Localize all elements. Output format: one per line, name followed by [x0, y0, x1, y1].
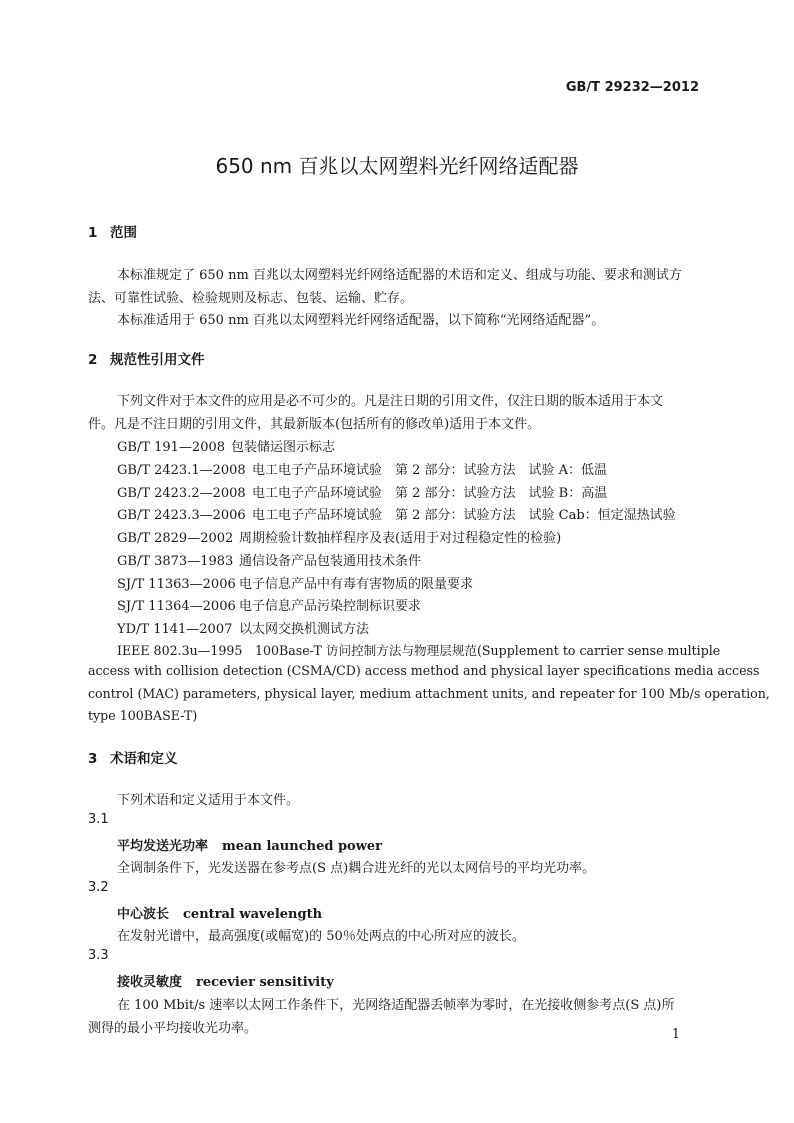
reference-code: SJ/T 11363—2006	[117, 577, 236, 592]
subsection-number: 3.2	[88, 880, 109, 895]
reference-title: 电工电子产品环境试验 第 2 部分：试验方法 试验 A：低温	[252, 463, 608, 478]
section-2-heading	[88, 348, 205, 368]
section-1-heading	[88, 221, 137, 241]
term-entry	[117, 835, 382, 854]
section-number: 1	[88, 225, 98, 241]
term-english: mean launched power	[222, 839, 383, 854]
reference-code: YD/T 1141—2007	[117, 622, 233, 637]
reference-item	[117, 527, 561, 546]
reference-title: 以太网交换机测试方法	[239, 622, 370, 637]
term-entry	[117, 971, 334, 990]
reference-title: 包装储运图示标志	[231, 440, 336, 455]
reference-code: GB/T 2423.1—2008	[117, 463, 246, 478]
document-title: 650 nm 百兆以太网塑料光纤网络适配器	[215, 154, 579, 178]
term-english: central wavelength	[183, 907, 323, 922]
reference-item	[117, 504, 676, 523]
term-definition: 在 100 Mbit/s 速率以太网工作条件下，光网络适配器丢帧率为零时，在光接收侧参考点(S 点)所	[117, 998, 675, 1013]
reference-code: GB/T 2423.2—2008	[117, 486, 246, 501]
subsection-number: 3.3	[88, 948, 109, 963]
paragraph: 本标准适用于 650 nm 百兆以太网塑料光纤网络适配器，以下简称“光网络适配器”。	[117, 313, 605, 328]
reference-item	[117, 436, 335, 455]
ieee-reference-line: control (MAC) parameters, physical layer, medium attachment units, and repeater for 100 Mb/s operation,	[88, 686, 770, 701]
reference-item	[117, 618, 369, 637]
reference-title: 电工电子产品环境试验 第 2 部分：试验方法 试验 B：高温	[252, 486, 608, 501]
paragraph: 本标准规定了 650 nm 百兆以太网塑料光纤网络适配器的术语和定义、组成与功能、要求和测试方	[117, 268, 682, 283]
paragraph: 下列文件对于本文件的应用是必不可少的。凡是注日期的引用文件，仅注日期的版本适用于本文	[117, 394, 664, 409]
reference-title: 电工电子产品环境试验 第 2 部分：试验方法 试验 Cab：恒定湿热试验	[252, 508, 676, 523]
section-title: 范围	[110, 225, 137, 241]
ieee-reference-line: type 100BASE-T)	[88, 708, 198, 723]
ieee-reference-line: IEEE 802.3u—1995 100Base-T 访问控制方法与物理层规范(Supplement to carrier sense multiple	[117, 643, 721, 658]
term-entry	[117, 903, 322, 922]
reference-code: GB/T 191—2008	[117, 440, 226, 455]
section-number: 3	[88, 751, 98, 767]
term-definition: 测得的最小平均接收光功率。	[88, 1021, 258, 1036]
paragraph: 法、可靠性试验、检验规则及标志、包装、运输、贮存。	[88, 291, 414, 306]
reference-title: 周期检验计数抽样程序及表(适用于对过程稳定性的检验)	[239, 531, 562, 546]
page-number: 1	[671, 1027, 680, 1042]
section-title: 规范性引用文件	[110, 352, 205, 368]
reference-item	[117, 550, 421, 569]
reference-code: GB/T 3873—1983	[117, 554, 234, 569]
reference-item	[117, 482, 607, 501]
section-3-heading	[88, 747, 178, 767]
reference-item	[117, 573, 473, 592]
section-number: 2	[88, 352, 98, 368]
term-chinese: 中心波长	[117, 907, 170, 922]
section-title: 术语和定义	[110, 751, 178, 767]
reference-item	[117, 459, 607, 478]
term-definition: 全调制条件下，光发送器在参考点(S 点)耦合进光纤的光以太网信号的平均光功率。	[117, 861, 596, 876]
term-definition: 在发射光谱中，最高强度(或幅宽)的 50％处两点的中心所对应的波长。	[117, 929, 525, 944]
reference-item	[117, 595, 421, 614]
term-english: recevier sensitivity	[196, 975, 334, 990]
ieee-reference-line: access with collision detection (CSMA/CD) access method and physical layer specifications media access	[88, 663, 760, 678]
reference-code: GB/T 2423.3—2006	[117, 508, 246, 523]
standard-number: GB/T 29232—2012	[565, 80, 699, 95]
reference-title: 通信设备产品包装通用技术条件	[239, 554, 422, 569]
subsection-number: 3.1	[88, 812, 109, 827]
reference-title: 电子信息产品中有毒有害物质的限量要求	[239, 577, 474, 592]
reference-code: GB/T 2829—2002	[117, 531, 234, 546]
reference-title: 电子信息产品污染控制标识要求	[239, 599, 422, 614]
reference-code: SJ/T 11364—2006	[117, 599, 236, 614]
paragraph: 下列术语和定义适用于本文件。	[117, 793, 300, 808]
term-chinese: 平均发送光功率	[117, 839, 209, 854]
term-chinese: 接收灵敏度	[117, 975, 183, 990]
paragraph: 件。凡是不注日期的引用文件，其最新版本(包括所有的修改单)适用于本文件。	[88, 417, 541, 432]
